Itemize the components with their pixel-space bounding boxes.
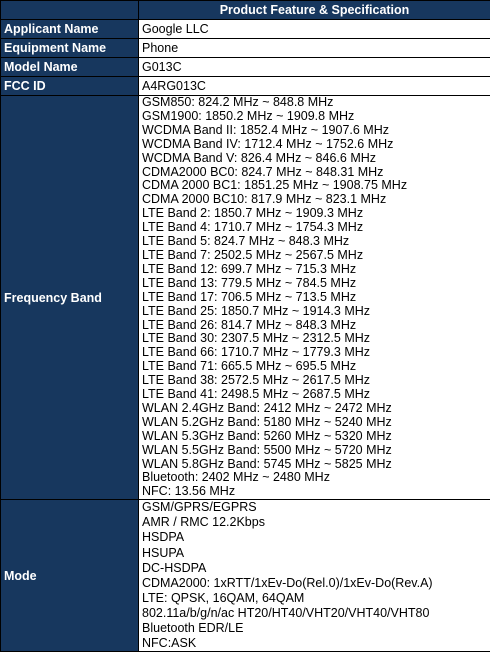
list-item: GSM/GPRS/EGPRS: [142, 500, 487, 515]
list-item: CDMA2000: 1xRTT/1xEv-Do(Rel.0)/1xEv-Do(Rev.A): [142, 576, 487, 591]
row-label-model: Model Name: [1, 58, 139, 77]
list-item: CDMA2000 BC0: 824.7 MHz ~ 848.31 MHz: [142, 166, 487, 180]
list-item: WLAN 2.4GHz Band: 2412 MHz ~ 2472 MHz: [142, 402, 487, 416]
row-label-equipment: Equipment Name: [1, 39, 139, 58]
list-item: LTE: QPSK, 16QAM, 64QAM: [142, 591, 487, 606]
header-blank-cell: [1, 1, 139, 20]
list-item: LTE Band 71: 665.5 MHz ~ 695.5 MHz: [142, 360, 487, 374]
list-item: NFC: 13.56 MHz: [142, 485, 487, 499]
row-value-equipment: Phone: [139, 39, 490, 58]
list-item: LTE Band 4: 1710.7 MHz ~ 1754.3 MHz: [142, 221, 487, 235]
list-item: LTE Band 17: 706.5 MHz ~ 713.5 MHz: [142, 291, 487, 305]
list-item: HSUPA: [142, 546, 487, 561]
row-value-fcc-id: A4RG013C: [139, 77, 490, 96]
table-title: Product Feature & Specification: [139, 1, 490, 20]
list-item: 802.11a/b/g/n/ac HT20/HT40/VHT20/VHT40/VHT80: [142, 606, 487, 621]
list-item: LTE Band 12: 699.7 MHz ~ 715.3 MHz: [142, 263, 487, 277]
list-item: WLAN 5.3GHz Band: 5260 MHz ~ 5320 MHz: [142, 430, 487, 444]
list-item: Bluetooth: 2402 MHz ~ 2480 MHz: [142, 471, 487, 485]
row-label-fcc-id: FCC ID: [1, 77, 139, 96]
list-item: LTE Band 26: 814.7 MHz ~ 848.3 MHz: [142, 319, 487, 333]
list-item: WCDMA Band IV: 1712.4 MHz ~ 1752.6 MHz: [142, 138, 487, 152]
list-item: LTE Band 25: 1850.7 MHz ~ 1914.3 MHz: [142, 305, 487, 319]
list-item: WLAN 5.5GHz Band: 5500 MHz ~ 5720 MHz: [142, 444, 487, 458]
table-row: [1, 39, 490, 58]
list-item: LTE Band 66: 1710.7 MHz ~ 1779.3 MHz: [142, 346, 487, 360]
list-item: LTE Band 7: 2502.5 MHz ~ 2567.5 MHz: [142, 249, 487, 263]
table-header-row: [1, 1, 490, 20]
list-item: WCDMA Band V: 826.4 MHz ~ 846.6 MHz: [142, 152, 487, 166]
list-item: NFC:ASK: [142, 636, 487, 651]
mode-list: [139, 500, 490, 652]
list-item: LTE Band 30: 2307.5 MHz ~ 2312.5 MHz: [142, 332, 487, 346]
list-item: WCDMA Band II: 1852.4 MHz ~ 1907.6 MHz: [142, 124, 487, 138]
table-row: [1, 96, 490, 500]
list-item: GSM1900: 1850.2 MHz ~ 1909.8 MHz: [142, 110, 487, 124]
row-value-model: G013C: [139, 58, 490, 77]
list-item: LTE Band 13: 779.5 MHz ~ 784.5 MHz: [142, 277, 487, 291]
list-item: CDMA 2000 BC10: 817.9 MHz ~ 823.1 MHz: [142, 193, 487, 207]
list-item: CDMA 2000 BC1: 1851.25 MHz ~ 1908.75 MHz: [142, 179, 487, 193]
list-item: DC-HSDPA: [142, 561, 487, 576]
table-row: [1, 77, 490, 96]
row-label-applicant: Applicant Name: [1, 20, 139, 39]
list-item: LTE Band 38: 2572.5 MHz ~ 2617.5 MHz: [142, 374, 487, 388]
row-value-applicant: Google LLC: [139, 20, 490, 39]
list-item: AMR / RMC 12.2Kbps: [142, 515, 487, 530]
table-row: [1, 500, 490, 652]
list-item: Bluetooth EDR/LE: [142, 621, 487, 636]
list-item: WLAN 5.8GHz Band: 5745 MHz ~ 5825 MHz: [142, 458, 487, 472]
frequency-band-list: [139, 96, 490, 500]
list-item: LTE Band 41: 2498.5 MHz ~ 2687.5 MHz: [142, 388, 487, 402]
table-row: [1, 20, 490, 39]
row-label-frequency-band: Frequency Band: [1, 96, 139, 500]
list-item: LTE Band 5: 824.7 MHz ~ 848.3 MHz: [142, 235, 487, 249]
list-item: WLAN 5.2GHz Band: 5180 MHz ~ 5240 MHz: [142, 416, 487, 430]
list-item: HSDPA: [142, 530, 487, 545]
table-row: [1, 58, 490, 77]
list-item: LTE Band 2: 1850.7 MHz ~ 1909.3 MHz: [142, 207, 487, 221]
row-label-mode: Mode: [1, 500, 139, 652]
list-item: GSM850: 824.2 MHz ~ 848.8 MHz: [142, 96, 487, 110]
